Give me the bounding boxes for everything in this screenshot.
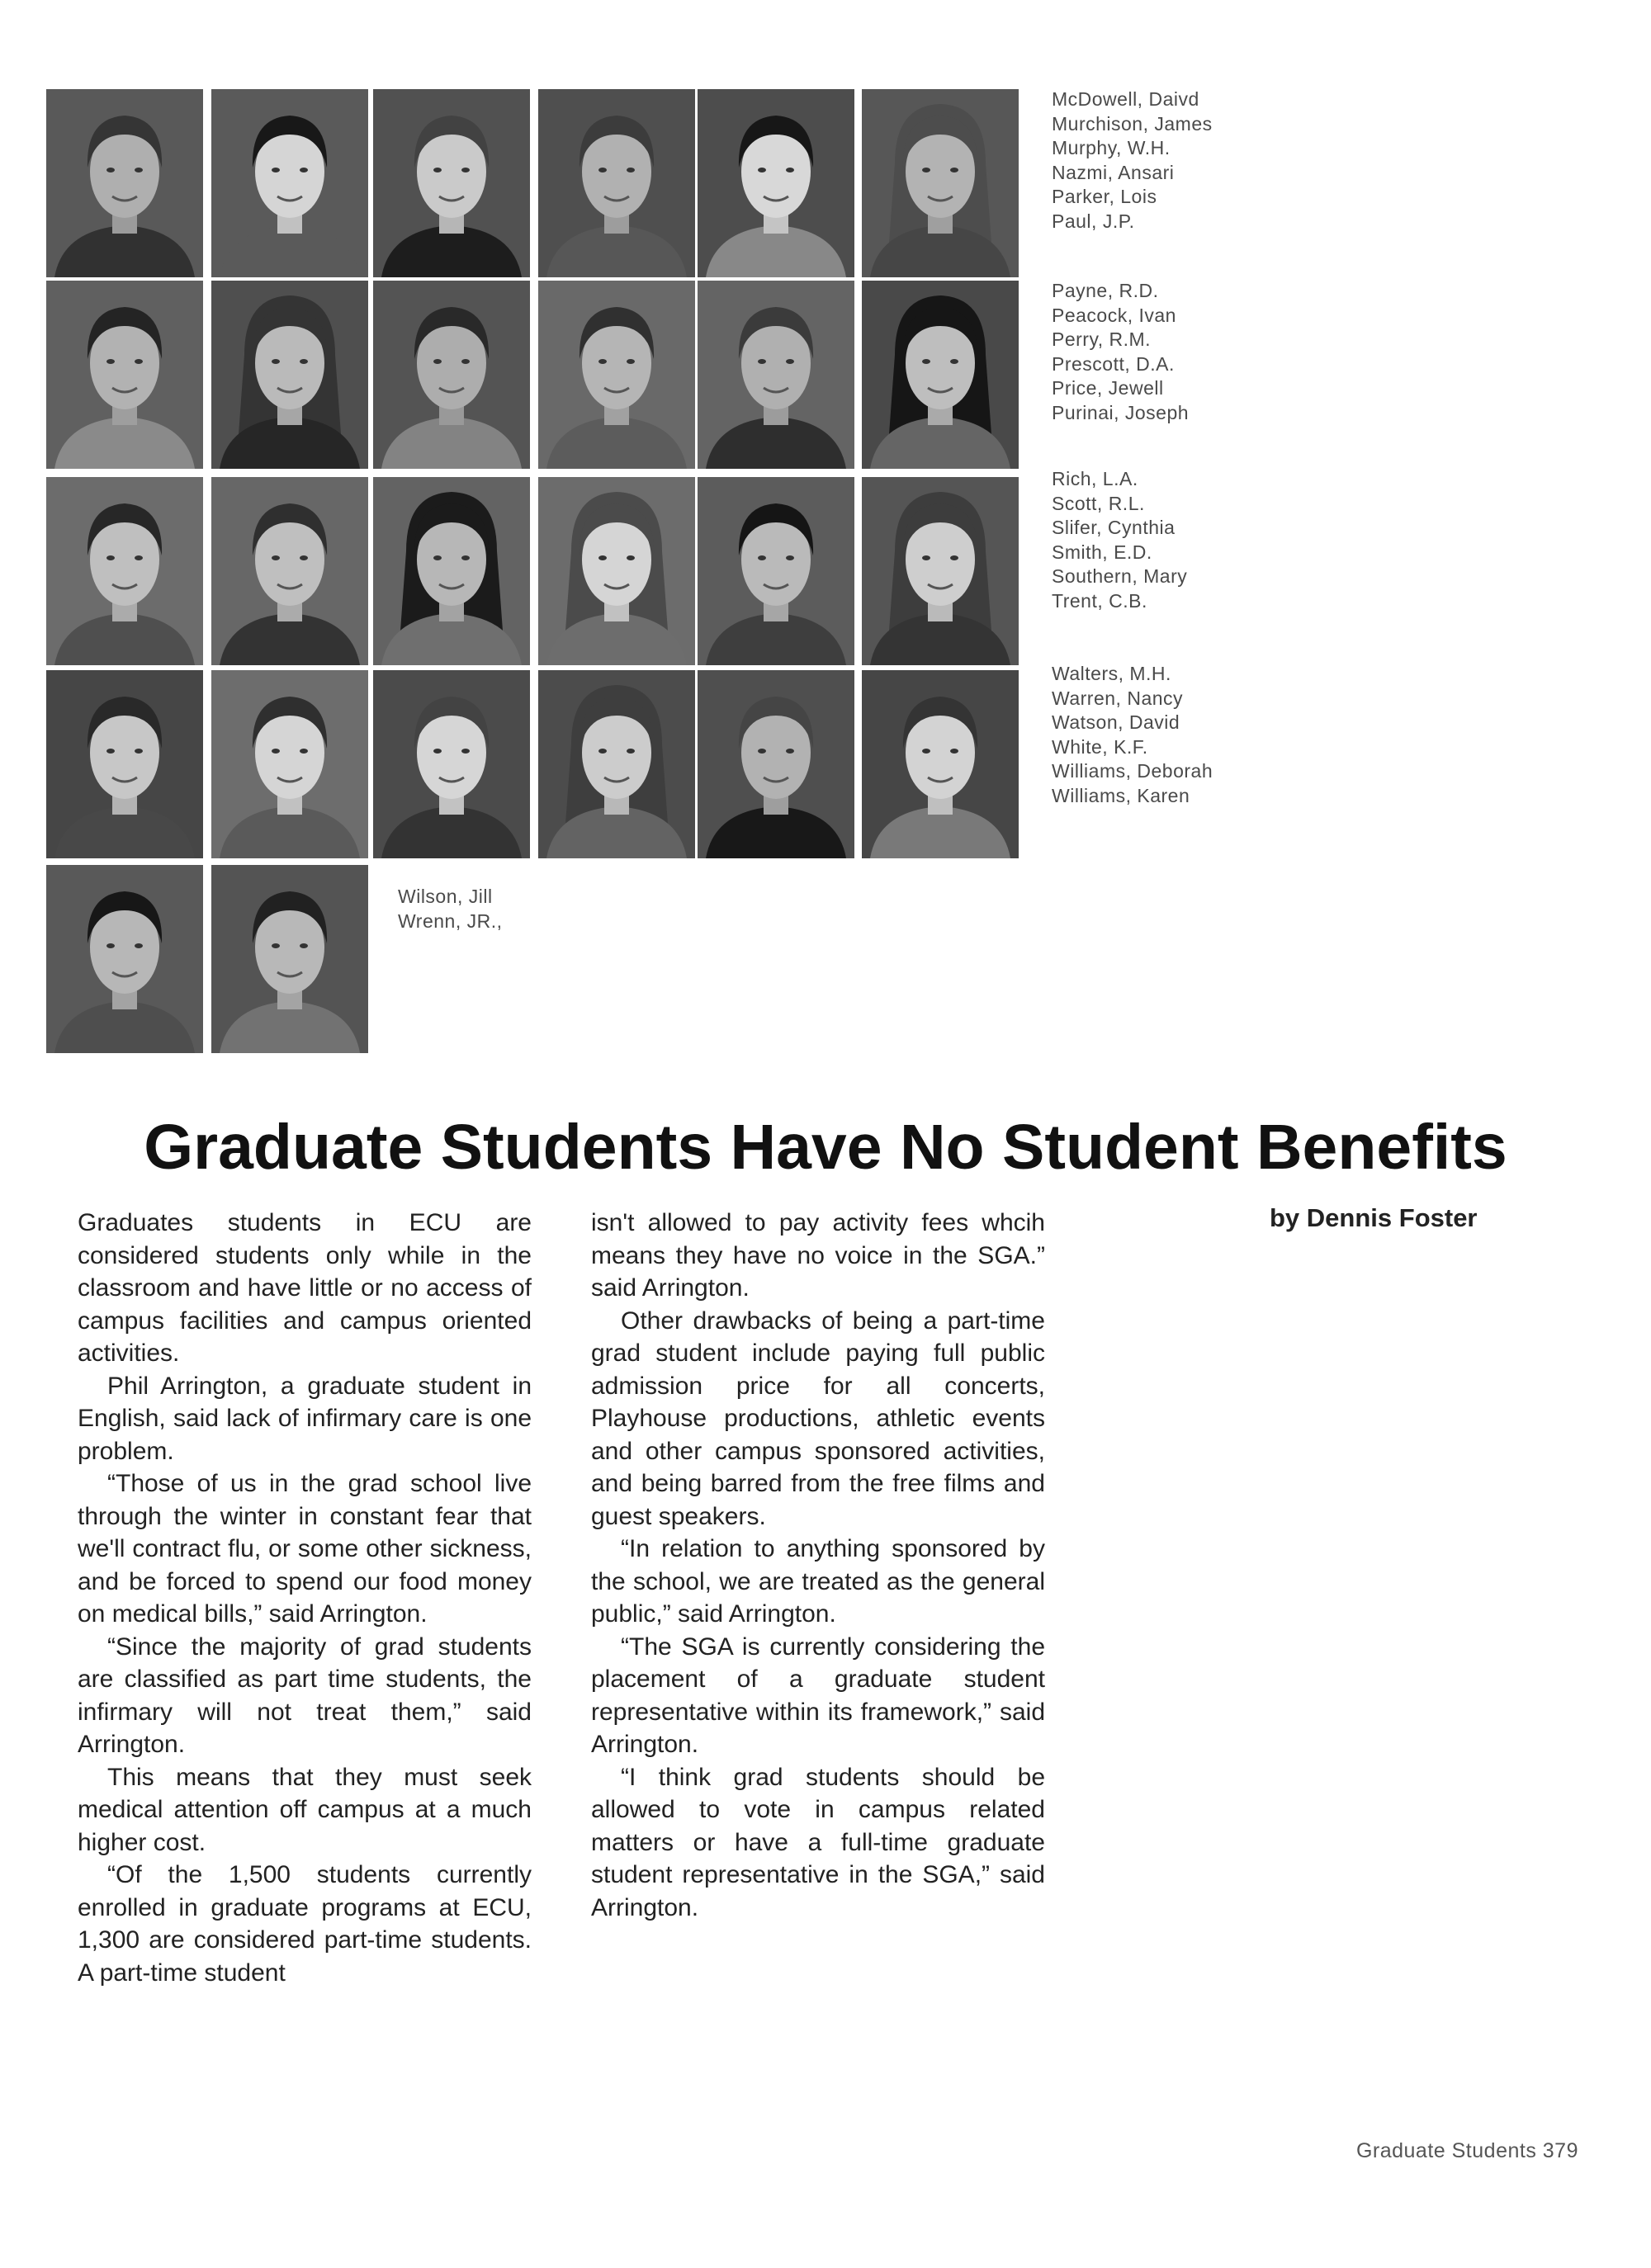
- student-portrait: [46, 477, 203, 665]
- student-portrait: [211, 281, 368, 469]
- name: Williams, Karen: [1052, 784, 1190, 806]
- student-portrait: [862, 89, 1019, 277]
- student-portrait: [211, 477, 368, 665]
- paragraph: Other drawbacks of being a part-time grad student include paying full public admission price for all concerts, Playhouse productions, athletic events and other campus sponsored activities, and being barred from the free films and guest speakers.: [591, 1306, 1045, 1530]
- student-portrait: [211, 865, 368, 1053]
- paragraph: “Of the 1,500 students currently enrolled in graduate programs at ECU, 1,300 are considered part-time students. A part-time student: [78, 1861, 532, 1987]
- student-portrait: [46, 670, 203, 858]
- student-portrait: [538, 670, 695, 858]
- name: Walters, M.H.: [1052, 663, 1171, 684]
- student-portrait: [862, 281, 1019, 469]
- paragraph: This means that they must seek medical attention off campus at a much higher cost.: [78, 1763, 532, 1856]
- paragraph: “Since the majority of grad students are classified as part time students, the infirmary will not treat them,” said Arrington.: [78, 1632, 532, 1758]
- name: Smith, E.D.: [1052, 541, 1152, 563]
- student-portrait: [698, 477, 854, 665]
- name: Murphy, W.H.: [1052, 137, 1171, 158]
- section-title: Graduate Students: [1355, 2139, 1537, 2162]
- student-portrait: [862, 670, 1019, 858]
- student-portrait: [538, 281, 695, 469]
- student-portrait: [46, 281, 203, 469]
- student-portrait: [538, 89, 695, 277]
- name: Williams, Deborah: [1052, 760, 1213, 782]
- paragraph: “The SGA is currently considering the placement of a graduate student representative within its framework,” said Arrington.: [591, 1632, 1045, 1758]
- student-portrait: [373, 89, 530, 277]
- page-footer: [1356, 2139, 1578, 2163]
- name-list-row-2: [1052, 279, 1189, 425]
- student-portrait: [373, 477, 530, 665]
- student-portrait: [46, 865, 203, 1053]
- name: Murchison, James: [1052, 112, 1213, 135]
- name: Payne, R.D.: [1052, 280, 1159, 301]
- paragraph: Graduates students in ECU are considered students only while in the classroom and have little or no access of campus facilities and campus oriented activities.: [78, 1209, 532, 1367]
- name: Purinai, Joseph: [1052, 401, 1190, 423]
- name: Scott, R.L.: [1052, 492, 1145, 514]
- student-portrait: [46, 89, 203, 277]
- name: Wrenn, JR.,: [398, 910, 503, 932]
- name: Paul, J.P.: [1052, 210, 1135, 232]
- name-list-row-1: [1052, 87, 1213, 234]
- name: White, K.F.: [1052, 735, 1148, 758]
- article-headline: Graduate Students Have No Student Benefits: [144, 1112, 1507, 1183]
- name: McDowell, Daivd: [1052, 88, 1199, 110]
- article-column-1: [78, 1207, 532, 1989]
- name: Peacock, Ivan: [1052, 304, 1176, 326]
- name: Price, Jewell: [1052, 377, 1164, 399]
- name-list-row-5: [398, 885, 503, 933]
- student-portrait: [373, 670, 530, 858]
- name: Nazmi, Ansari: [1052, 161, 1175, 183]
- name-list-row-3: [1052, 467, 1187, 613]
- article-byline: by Dennis Foster: [1270, 1203, 1478, 1232]
- name: Southern, Mary: [1052, 565, 1188, 587]
- name: Rich, L.A.: [1052, 468, 1138, 489]
- student-portrait: [211, 670, 368, 858]
- name: Watson, David: [1052, 711, 1180, 733]
- student-portrait: [373, 281, 530, 469]
- student-portrait: [862, 477, 1019, 665]
- paragraph: isn't allowed to pay activity fees whcih means they have no voice in the SGA.” said Arrington.: [591, 1209, 1045, 1302]
- name: Perry, R.M.: [1052, 328, 1152, 350]
- name: Wilson, Jill: [398, 886, 493, 907]
- article-column-2: [591, 1207, 1045, 1924]
- student-portrait: [698, 89, 854, 277]
- student-portrait: [698, 670, 854, 858]
- student-portrait: [211, 89, 368, 277]
- student-portrait: [538, 477, 695, 665]
- paragraph: “Those of us in the grad school live through the winter in constant fear that we'll contract flu, or some other sickness, and be forced to spend our food money on medical bills,” said Arrington.: [78, 1470, 532, 1628]
- paragraph: “In relation to anything sponsored by the school, we are treated as the general public,” said Arrington.: [591, 1535, 1045, 1628]
- name: Prescott, D.A.: [1052, 352, 1175, 375]
- name: Warren, Nancy: [1052, 687, 1184, 709]
- name: Trent, C.B.: [1052, 589, 1147, 612]
- paragraph: “I think grad students should be allowed to vote in campus related matters or have a full-time graduate student representative in the SGA,” said Arrington.: [591, 1763, 1045, 1921]
- page-number: 379: [1542, 2139, 1578, 2162]
- name-list-row-4: [1052, 662, 1213, 808]
- student-portrait: [698, 281, 854, 469]
- paragraph: Phil Arrington, a graduate student in English, said lack of infirmary care is one problem.: [78, 1372, 532, 1465]
- name: Parker, Lois: [1052, 186, 1157, 207]
- name: Slifer, Cynthia: [1052, 517, 1176, 538]
